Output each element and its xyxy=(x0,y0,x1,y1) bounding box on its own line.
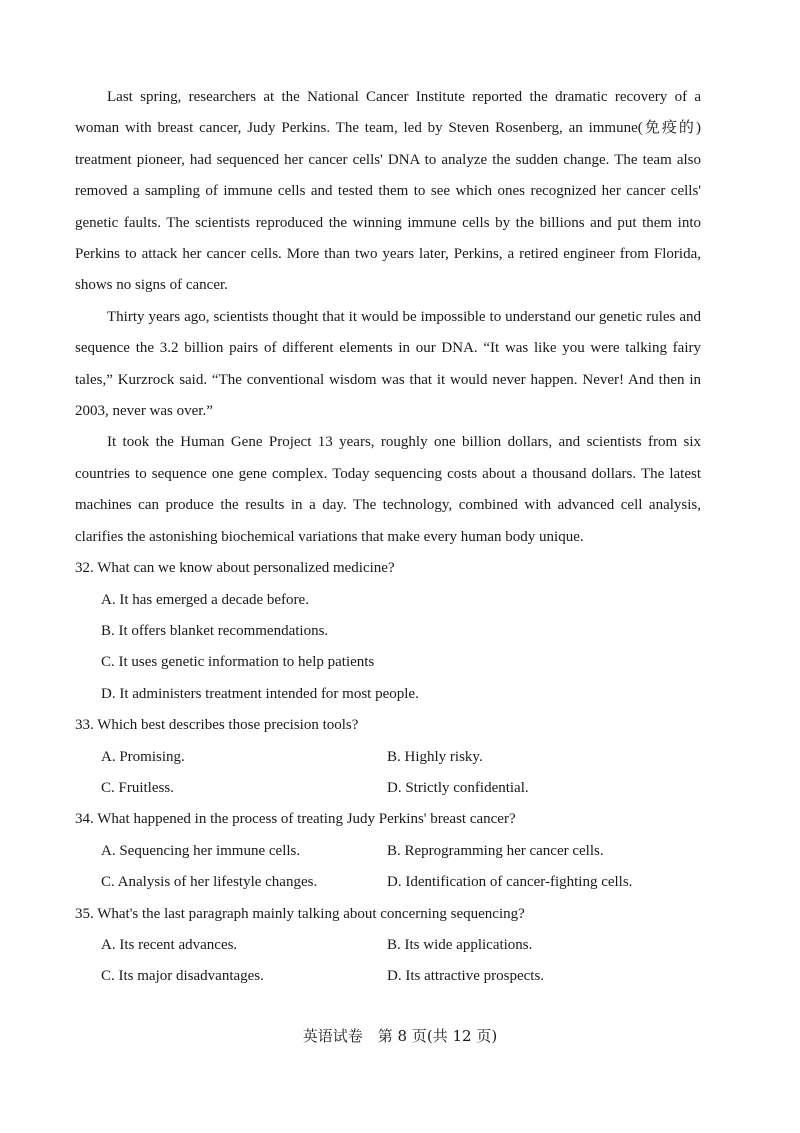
option-d: D. Its attractive prospects. xyxy=(387,968,545,985)
exam-page-content xyxy=(75,82,701,993)
option-c: C. It uses genetic information to help patients xyxy=(101,654,375,671)
page-footer: 英语试卷 第 8 页(共 12 页) xyxy=(302,1027,498,1045)
option-b: B. It offers blanket recommendations. xyxy=(101,622,329,639)
passage-paragraph-3: It took the Human Gene Project 13 years, roughly one billion dollars, and scientists from six countries to sequence one gene complex. Today sequencing costs about a thousand dollars. The latest machines can produce the results in a day. The technology, combined with advanced cell analysis, clarifies the astonishing biochemical variations that make every human body unique. xyxy=(75,434,701,545)
options-row xyxy=(75,930,701,961)
question-32 xyxy=(75,553,701,710)
option-a: A. Sequencing her immune cells. xyxy=(101,842,301,859)
option-c: C. Its major disadvantages. xyxy=(101,968,264,985)
passage-paragraph-1: Last spring, researchers at the National Cancer Institute reported the dramatic recovery of a woman with breast cancer, Judy Perkins. The team, led by Steven Rosenberg, an immune(免疫的) treatment pioneer, had sequenced her cancer cells' DNA to analyze the sudden change. The team also removed a sampling of immune cells and tested them to see which ones recognized her cancer cells' genetic faults. The scientists reproduced the winning immune cells by the billions and put them into Perkins to attack her cancer cells. More than two years later, Perkins, a retired engineer from Florida, shows no signs of cancer. xyxy=(75,89,701,294)
option-a: A. Its recent advances. xyxy=(101,936,238,953)
question-34 xyxy=(75,804,701,898)
option-d: D. It administers treatment intended for most people. xyxy=(101,685,419,702)
question-stem: 32. What can we know about personalized medicine? xyxy=(75,560,395,577)
option-c: C. Fruitless. xyxy=(101,779,174,796)
options-row xyxy=(75,836,701,867)
question-35 xyxy=(75,899,701,993)
option-a: A. Promising. xyxy=(101,748,185,765)
options-row xyxy=(75,961,701,992)
options-row xyxy=(75,742,701,773)
options-row xyxy=(75,867,701,898)
option-d: D. Identification of cancer-fighting cells. xyxy=(387,874,633,891)
question-stem: 34. What happened in the process of treating Judy Perkins' breast cancer? xyxy=(75,811,516,828)
option-d: D. Strictly confidential. xyxy=(387,779,529,796)
option-c: C. Analysis of her lifestyle changes. xyxy=(101,874,318,891)
option-b: B. Highly risky. xyxy=(387,748,483,765)
passage-paragraph-2: Thirty years ago, scientists thought that it would be impossible to understand our genetic rules and sequence the 3.2 billion pairs of different elements in our DNA. “It was like you were talking fairy tales,” Kurzrock said. “The conventional wisdom was that it would never happen. Never! And then in 2003, never was over.” xyxy=(75,308,701,420)
question-stem: 33. Which best describes those precision tools? xyxy=(75,717,359,734)
question-stem: 35. What's the last paragraph mainly talking about concerning sequencing? xyxy=(75,905,525,922)
option-a: A. It has emerged a decade before. xyxy=(101,591,309,608)
option-b: B. Reprogramming her cancer cells. xyxy=(387,842,604,859)
question-33 xyxy=(75,710,701,804)
option-b: B. Its wide applications. xyxy=(387,936,533,953)
options-row xyxy=(75,773,701,804)
